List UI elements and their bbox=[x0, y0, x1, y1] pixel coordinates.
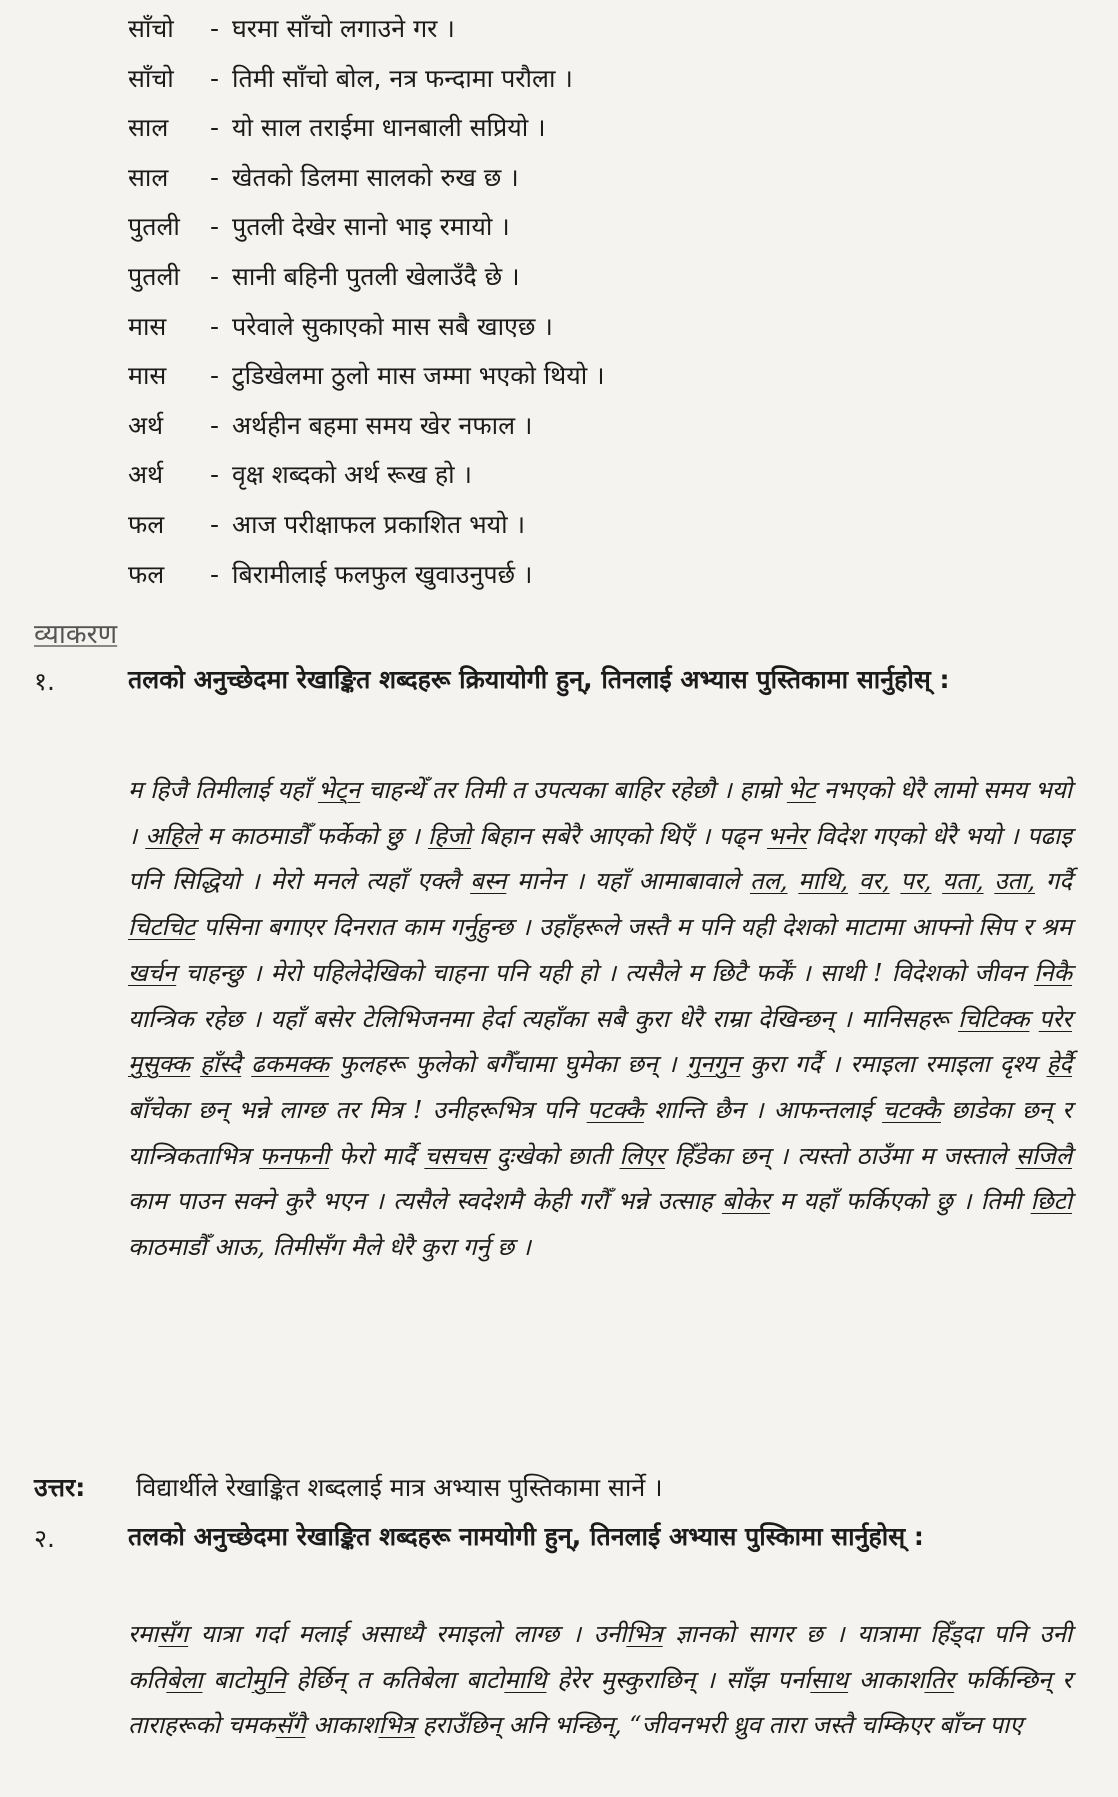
vocab-sentence: पुतली देखेर सानो भाइ रमायो । bbox=[232, 212, 510, 242]
vocab-word: फल bbox=[128, 509, 165, 539]
vocab-word: फल bbox=[128, 559, 165, 589]
underlined-word: निकै bbox=[1034, 958, 1072, 987]
paragraph-text: शान्ति छैन । आफन्तलाई bbox=[643, 1095, 883, 1124]
paragraph-text: म यहाँ फर्किएको छु । तिमी bbox=[770, 1187, 1031, 1216]
underlined-word: माथि, bbox=[798, 867, 849, 896]
paragraph-text: नभएको धेरै लामो समय भयो । bbox=[128, 776, 1072, 850]
vocab-dash: - bbox=[210, 509, 220, 539]
paragraph-text: फेरो मार्दै bbox=[329, 1141, 425, 1170]
vocab-sentence: घरमा साँचो लगाउने गर । bbox=[232, 14, 455, 43]
paragraph-text: चाहन्थेँ तर तिमी त उपत्यका बाहिर रहेछौ । हाम्रो bbox=[360, 776, 787, 804]
vocab-row bbox=[128, 153, 605, 203]
vocab-word: पुतली bbox=[128, 261, 180, 291]
underlined-word: अहिले bbox=[145, 821, 199, 850]
vocab-word: साँचो bbox=[128, 63, 174, 93]
paragraph-text: फुलहरू फुलेको बगैँचामा घुमेका छन् । bbox=[329, 1050, 687, 1079]
question-2-text: तलको अनुच्छेदमा रेखाङ्कित शब्दहरू नामयोगी हुन्, तिनलाई अभ्यास पुस्किामा सार्नुहोस् : bbox=[128, 1522, 924, 1551]
underlined-word: सँगै bbox=[275, 1711, 306, 1740]
vocab-row bbox=[128, 302, 605, 352]
vocab-row bbox=[128, 351, 605, 401]
underlined-word: मुनि bbox=[251, 1665, 286, 1694]
underlined-word: भित्र bbox=[626, 1620, 663, 1648]
underlined-word: बस्न bbox=[470, 867, 507, 896]
underlined-word: फनफनी bbox=[259, 1141, 330, 1170]
vocab-row bbox=[128, 500, 605, 550]
vocab-row bbox=[128, 550, 605, 600]
vocab-row bbox=[128, 103, 605, 153]
underlined-word: चिटचिट bbox=[128, 913, 196, 942]
underlined-word: खर्चन bbox=[128, 958, 177, 987]
answer-text: विद्यार्थीले रेखाङ्कित शब्दलाई मात्र अभ्यास पुस्तिकामा सार्ने । bbox=[135, 1473, 663, 1502]
underlined-word: छिटो bbox=[1030, 1187, 1072, 1216]
underlined-word: भेट bbox=[786, 776, 816, 804]
vocab-dash: - bbox=[210, 361, 220, 391]
underlined-word: भित्र bbox=[378, 1711, 415, 1740]
vocab-sentence: परेवाले सुकाएको मास सबै खाएछ । bbox=[232, 311, 553, 341]
underlined-word: लिएर bbox=[619, 1141, 666, 1170]
paragraph-text: दुःखेको छाती bbox=[487, 1141, 620, 1170]
paragraph-text bbox=[788, 867, 799, 895]
underlined-word: सँग bbox=[158, 1620, 189, 1648]
paragraph-text: यान्त्रिक रहेछ । यहाँ बसेर टेलिभिजनमा हेर्दा त्यहाँका सबै कुरा धेरै राम्रा देखिन्छन् । मानिसहरू bbox=[128, 1004, 959, 1033]
vocab-dash: - bbox=[210, 63, 220, 93]
paragraph-text: आकाश bbox=[848, 1665, 925, 1694]
vocab-sentence: तिमी साँचो बोल, नत्र फन्दामा परौला । bbox=[232, 63, 573, 93]
paragraph-text bbox=[1029, 1005, 1038, 1033]
vocab-sentence: सानी बहिनी पुतली खेलाउँदै छे । bbox=[232, 261, 520, 291]
underlined-word: ढकमक्क bbox=[251, 1050, 330, 1079]
vocabulary-list bbox=[128, 4, 605, 599]
question-1-number: १. bbox=[34, 667, 55, 696]
paragraph-text: मानेन । यहाँ आमाबावाले bbox=[506, 867, 750, 896]
vocab-sentence: आज परीक्षाफल प्रकाशित भयो । bbox=[232, 509, 526, 539]
paragraph-text bbox=[241, 1050, 251, 1078]
underlined-word: बोकेर bbox=[721, 1187, 771, 1216]
answer-line bbox=[34, 1470, 663, 1504]
underlined-word: चिटिक्क bbox=[958, 1004, 1030, 1033]
vocab-sentence: बिरामीलाई फलफुल खुवाउनुपर्छ । bbox=[232, 559, 533, 589]
paragraph-text bbox=[848, 867, 859, 895]
underlined-word: तल, bbox=[749, 867, 788, 896]
underlined-word: माथि bbox=[504, 1665, 547, 1694]
paragraph-text: म काठमाडौँ फर्केको छु । bbox=[198, 821, 428, 850]
paragraph-text: हेरेर मुस्कुराछिन् । साँझ पर्ना bbox=[546, 1665, 811, 1694]
paragraph-text: म हिजै तिमीलाई यहाँ bbox=[128, 776, 318, 804]
question-2-paragraph bbox=[128, 1612, 1072, 1749]
question-1-text: तलको अनुच्छेदमा रेखाङ्कित शब्दहरू क्रियायोगी हुन्, तिनलाई अभ्यास पुस्तिकामा सार्नुहोस् : bbox=[128, 665, 950, 694]
paragraph-text: काठमाडौँ आऊ, तिमीसँग मैले धेरै कुरा गर्नु छ । bbox=[128, 1233, 531, 1262]
underlined-word: भनेर bbox=[767, 821, 808, 850]
vocab-sentence: अर्थहीन बहमा समय खेर नफाल । bbox=[232, 410, 533, 440]
vocab-dash: - bbox=[210, 162, 220, 192]
vocab-dash: - bbox=[210, 410, 220, 440]
paragraph-text: चाहन्छु । मेरो पहिलेदेखिको चाहना पनि यही हो । त्यसैले म छिटै फर्कें । साथी ! विदेशको जीवन bbox=[176, 958, 1035, 987]
underlined-word: बेला bbox=[166, 1665, 203, 1694]
vocab-dash: - bbox=[210, 261, 220, 291]
underlined-word: भेट्न bbox=[317, 776, 361, 804]
vocab-dash: - bbox=[210, 460, 220, 490]
paragraph-text: आकाश bbox=[305, 1711, 379, 1740]
underlined-word: पर, bbox=[900, 867, 932, 896]
vocab-word: पुतली bbox=[128, 212, 180, 242]
vocab-sentence: टुडिखेलमा ठुलो मास जम्मा भएको थियो । bbox=[232, 361, 605, 391]
vocab-word: मास bbox=[128, 311, 167, 341]
vocab-dash: - bbox=[210, 212, 220, 242]
underlined-word: चटक्कै bbox=[882, 1095, 941, 1124]
vocab-sentence: यो साल तराईमा धानबाली सप्रियो । bbox=[232, 113, 546, 143]
underlined-word: हेर्दै bbox=[1046, 1050, 1072, 1079]
section-title: व्याकरण bbox=[34, 619, 118, 650]
vocab-sentence: खेतको डिलमा सालको रुख छ । bbox=[232, 162, 519, 192]
vocab-row bbox=[128, 54, 605, 104]
vocab-dash: - bbox=[210, 113, 220, 143]
paragraph-text: बाँचेका छन् भन्ने लाग्छ तर मित्र ! उनीहरूभित्र पनि bbox=[128, 1095, 587, 1124]
underlined-word: मुसुक्क bbox=[128, 1050, 191, 1079]
underlined-word: परेर bbox=[1038, 1004, 1072, 1033]
underlined-word: उता, bbox=[994, 867, 1035, 896]
vocab-word: अर्थ bbox=[128, 460, 164, 490]
paragraph-text: पसिना बगाएर दिनरात काम गर्नुहुन्छ । उहाँहरूले जस्तै म पनि यही देशको माटामा आफ्नो सिप र श्रम bbox=[195, 913, 1072, 942]
vocab-dash: - bbox=[210, 559, 220, 589]
underlined-word: चसचस bbox=[424, 1141, 488, 1170]
underlined-word: हिजो bbox=[428, 821, 471, 850]
vocab-row bbox=[128, 401, 605, 451]
paragraph-text: कुरा गर्दै । रमाइला रमाइला दृश्य bbox=[740, 1050, 1047, 1079]
question-1-paragraph bbox=[128, 768, 1072, 1271]
underlined-word: गुनगुन bbox=[686, 1050, 741, 1079]
vocab-row bbox=[128, 252, 605, 302]
underlined-word: यता, bbox=[942, 867, 984, 896]
paragraph-text: काम पाउन सक्ने कुरै भएन । त्यसैले स्वदेशमै केही गरौँ भन्ने उत्साह bbox=[128, 1187, 722, 1216]
vocab-row bbox=[128, 202, 605, 252]
paragraph-text: बिहान सबेरै आएको थिएँ । पढ्न bbox=[470, 821, 768, 850]
paragraph-text: हराउँछिन् अनि भन्छिन्, “जीवनभरी ध्रुव तारा जस्तै चम्किएर बाँच्न पाए bbox=[414, 1711, 1023, 1740]
vocab-word: मास bbox=[128, 361, 167, 391]
answer-label: उत्तर: bbox=[34, 1473, 86, 1502]
vocab-word: साल bbox=[128, 162, 169, 192]
paragraph-text: विदेश गएको धेरै भयो । पढाइ पनि सिद्धियो । मेरो मनले त्यहाँ एक्लै bbox=[128, 821, 1072, 896]
underlined-word: तिर bbox=[924, 1665, 955, 1694]
vocab-row bbox=[128, 450, 605, 500]
question-2-number: २. bbox=[34, 1524, 55, 1553]
paragraph-text: गर्दै bbox=[1035, 867, 1072, 896]
paragraph-text: हिँडेका छन् । त्यस्तो ठाउँमा म जस्ताले bbox=[665, 1141, 1016, 1170]
underlined-word: साथ bbox=[810, 1665, 849, 1694]
vocab-row bbox=[128, 4, 605, 54]
paragraph-text: फर्किन्छिन् र ताराहरूको चमक bbox=[128, 1665, 1072, 1740]
vocab-dash: - bbox=[210, 14, 220, 43]
paragraph-text bbox=[190, 1050, 200, 1078]
paragraph-text bbox=[931, 867, 942, 895]
underlined-word: सजिलै bbox=[1015, 1141, 1072, 1170]
paragraph-text: यात्रा गर्दा मलाई असाध्यै रमाइलो लाग्छ । उनी bbox=[188, 1620, 627, 1648]
paragraph-text bbox=[890, 867, 901, 895]
paragraph-text bbox=[984, 867, 995, 895]
paragraph-text: रमा bbox=[128, 1620, 159, 1648]
vocab-sentence: वृक्ष शब्दको अर्थ रूख हो । bbox=[232, 460, 473, 490]
underlined-word: पटक्कै bbox=[586, 1095, 644, 1124]
paragraph-text: ज्ञानको सागर छ । यात्रामा हिँड्दा पनि उनी कति bbox=[128, 1620, 1072, 1694]
vocab-word: साल bbox=[128, 113, 169, 143]
underlined-word: वर, bbox=[858, 867, 890, 896]
paragraph-text: बाटो bbox=[202, 1665, 252, 1694]
paragraph-text: छाडेका छन् र यान्त्रिकताभित्र bbox=[128, 1095, 1072, 1170]
underlined-word: हाँस्दै bbox=[200, 1050, 242, 1079]
vocab-word: साँचो bbox=[128, 14, 174, 43]
vocab-word: अर्थ bbox=[128, 410, 164, 440]
vocab-dash: - bbox=[210, 311, 220, 341]
paragraph-text: हेर्छिन् त कतिबेला बाटो bbox=[285, 1665, 505, 1694]
